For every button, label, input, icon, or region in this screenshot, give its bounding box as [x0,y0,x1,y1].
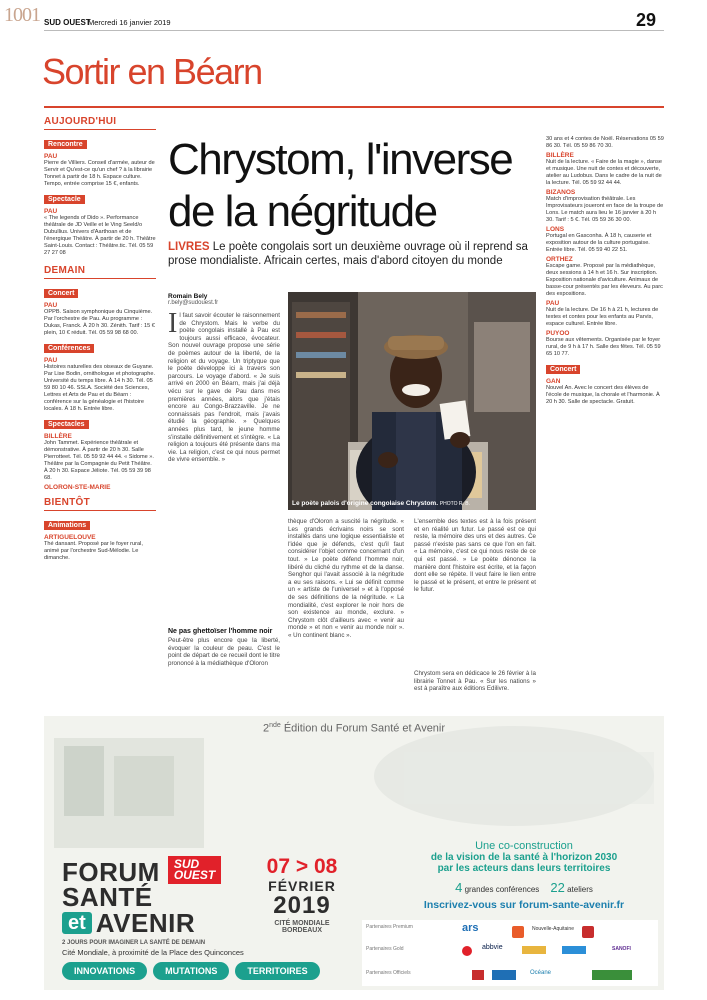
logo-sanofi: SANOFI [612,946,631,952]
city-label: PAU [44,357,58,364]
partners-officials-label: Partenaires Officiels [366,970,411,976]
page-number: 29 [636,10,657,30]
byline-email: r.bely@sudouest.fr [168,300,219,306]
masthead-rule [44,30,664,31]
city-label: PAU [546,300,560,307]
event-text: Nouvel An. Avec le concert des élèves de l'école de musique, la chorale et l'harmonie. À 20 h 30. Salle de spectacle. Gratuit. [546,385,660,405]
logo-forum: FORUM [62,857,160,887]
body-text: I l faut savoir écouter le raisonnement de Chrystom. Mais le verbe du poète congolais installé à Pau est toujours aussi efficace, évocateur. Son nouvel ouvrage propose une série de poèmes autour de la liberté, de la religion et du voyage. Un triptyque que le poète développe ici à travers son parcours. Le voyage d'abord. « Je suis arrivé en 2000 en Béarn, mais j'ai déjà vécu sur le gave de Pau dans mes premières années, alors que j'étais encore au Congo-Brazzaville. Je ne connaissais pas l'endroit, mais j'avais étudié la géographie. » Quelques années plus tard, le jeune homme s'installe définitivement et s'intègre. « La religion a toujours été présente dans ma vie. La religion, c'est ce qui nous permet de vivre ensemble. » [168,312,280,464]
masthead-date: Mercredi 16 janvier 2019 [88,18,171,27]
category-spectacle: Spectacle [44,195,85,204]
pill-innovations[interactable]: INNOVATIONS [62,962,147,980]
byline-author: Romain Bely [168,293,208,300]
heading-demain: DEMAIN [44,265,86,276]
headline-line1: Chrystom, l'inverse [168,135,513,184]
category-rencontre: Rencontre [44,140,87,149]
event-text: Match d'improvisation théâtrale. Les Improvisateurs joueront en face de la troupe de Lons. Le match aura lieu le 16 janvier à 20 h 30. Tarif : 5 €. Tél. 05 59 36 30 00. [546,196,664,223]
category-conferences: Conférences [44,344,94,353]
event-text: Histoires naturelles des oiseaux de Guyane. Par Lise Bodin, ornithologue et photographe. Université du temps libre. À 14 h 30. Tél. 05 59 80 10 46. SSLA. Société des Sciences, Lettres et Arts de Pau et du Béarn : conférence sur la généalogie et l'histoire locales. À 18 h. Entrée libre. [44,364,156,412]
conf-count: 4 [455,880,463,895]
ad-pills [62,962,320,980]
partner-logo-icon [522,946,546,954]
body-text: L'ensemble des textes est à la fois présent et en réalité un futur. Le passé est ce qui reste, la mémoire des uns et des autres. Ce passé n'existe pas sans ce que l'on en fait. « La mémoire, c'est ce qui nous reste de ce qui est passé. » Le poète dénonce la manière dont l'histoire est écrite, et la façon dont elle se répète. Il veut faire le lien entre le passé et le présent, et entre le présent et le futur. [414,518,536,594]
section-title: Sortir en Béarn [42,51,262,92]
drop-cap: I [168,312,178,339]
forum-logo [62,856,262,946]
city-label: ORTHEZ [546,256,573,263]
logo-abbvie: abbvie [482,944,503,951]
event-text: Bourse aux vêtements. Organisée par le foyer rural, de 9 h à 17 h. Salle des fêtes. Tél. 05 59 65 10 77. [546,337,661,357]
ad-location: Cité Mondiale, à proximité de la Place des Quinconces [62,948,244,957]
event-text: Escape game. Proposé par la médiathèque, deux sessions à 14 h et 16 h. Sur inscription. Exposition nationale d'aviculture. Animaux de basse-cour présentés par les éleveurs. Au parc des expositions. [546,263,663,297]
city-label: ARTIGUELOUVE [44,534,96,541]
logo-avenir: AVENIR [95,908,196,938]
byline [168,293,278,306]
heading-rule [44,129,156,130]
heading-today: AUJOURD'HUI [44,116,117,127]
heading-rule [44,278,156,279]
logo-ars: ars [462,922,479,934]
partner-logo-icon [512,926,524,938]
event-text: Nuit de la lecture. « Faire de la magie », danse et musique. Une nuit de contes et découverte, atelier au Ludobus. Dans le cadre de la nuit de la lecture. Tél. 05 59 92 44 44. [546,159,662,186]
atelier-count: 22 [550,880,565,895]
event-text: Thé dansant. Proposé par le foyer rural, animé par l'orchestre Sud-Mélodie. Le dimanche. [44,541,143,561]
masthead-paper: SUD OUEST [44,18,91,27]
category-animations: Animations [44,521,90,530]
corner-logo: 1001 [4,4,40,26]
logo-sante: SANTÉ [62,882,153,912]
city-label: LONS [546,226,565,233]
event-text: Pierre de Villiers. Conseil d'armée, auteur de Servir et Qu'est-ce qu'un chef ? à la librairie Tonnet à partir de 18 h. Espace culture. Tempo, entrée comprise 15 €, enfants. [44,160,155,187]
photo-chrystom [288,292,536,510]
article-col1 [168,312,280,667]
ad-edition: 2nde Édition du Forum Santé et Avenir [262,722,446,735]
partners-block [362,920,658,986]
partner-logo-icon [592,970,632,980]
article-col2: thèque d'Oloron a suscité la négritude. « Les grands écrivains noirs se sont installés dans une logique essentialiste et l'idée que je défends, c'est qu'il faut considérer l'objet comme concernant d'un tout. » Le poète défend l'homme noir, libéré du cliché du rythme et de la danse. Senghor qui l'avait associé à la négritude a eu ses raisons. « Lui se définit comme un « artiste de l'universel » et à l'opposé de ses définitions de la négritude. « La mondialité, c'est explorer le noir hors de son existence au monde, exclure. » Chrystom clôt d'ailleurs avec « venir au monde » et non « venir au monde noir ». « Un continent blanc ». [288,518,404,639]
subhead: Ne pas ghettoïser l'homme noir [168,628,273,635]
pill-territoires[interactable]: TERRITOIRES [235,962,319,980]
partners-premium-label: Partenaires Premium [366,924,413,930]
logo-region: Nouvelle-Aquitaine [532,926,574,932]
category-concert: Concert [44,289,78,298]
body-text: Peut-être plus encore que la liberté, évoquer la couleur de peau. C'est le point de départ de ce recueil dont le titre prononcé à la médiathèque d'Oloron [168,637,280,667]
category-spectacles: Spectacles [44,420,89,429]
city-label: BILLÈRE [44,433,72,440]
photo-caption: Le poète palois d'origine congolaise Chrystom. PHOTO R. B. [292,500,471,507]
partner-logo-icon [492,970,516,980]
event-text: 30 ans et 4 contes de Noël. Réservations 05 59 86 30. Tél. 05 59 86 70 30. [546,136,664,149]
partners-gold-label: Partenaires Gold [366,946,404,952]
pill-mutations[interactable]: MUTATIONS [153,962,229,980]
standfirst-text: Le poète congolais sort un deuxième ouvrage où il reprend sa prose mondialiste. Africain certes, mais d'abord citoyen du monde [168,241,528,267]
article-footnote: Chrystom sera en dédicace le 26 février à la librairie Tonnet à Pau. « Sur les nations » est à paraître aux éditions Edilivre. [414,670,536,693]
kicker: LIVRES [168,241,210,253]
partner-logo-icon [582,926,594,938]
logo-oceane: Océane [530,970,552,976]
agenda-right-column [546,136,664,406]
city-label: PAU [44,302,58,309]
logo-badge: SUD OUEST [168,856,221,884]
partner-logo-icon [462,946,472,956]
partner-logo-icon [472,970,484,980]
article-photo [288,292,536,510]
city-label: GAN [546,378,561,385]
section-rule [44,106,664,108]
signup-link[interactable]: Inscrivez-vous sur forum-sante-avenir.fr [423,899,625,911]
event-text: Portugal en Gasconha. À 18 h, causerie et exposition autour de la culture portugaise. Entrée libre. Tél. 05 59 40 22 51. [546,233,652,253]
logo-et: et [62,912,92,934]
category-concert: Concert [546,365,580,374]
partner-logo-icon [562,946,586,954]
city-label: PAU [44,153,58,160]
ad-tagline: 2 JOURS POUR IMAGINER LA SANTÉ DE DEMAIN [62,940,206,946]
article-col3 [414,518,536,704]
ad-coconstruction: Une co-construction de la vision de la santé à l'horizon 2030 par les acteurs dans leurs territoires 4 grandes conférences 22 ateliers [430,840,618,895]
city-label: BILLÈRE [546,152,574,159]
event-text: John Tammet. Expérience théâtrale et démonstrative. À partir de 20 h 30. Salle Pierrotteet. Tél. 05 59 92 44 44. « Sidome ». Théâtre par la Compagnie du Petit Théâtre. À 20 h 30. Espace Jéliote. Tél. 05 59 39 98 68. [44,440,154,481]
heading-bientot: BIENTÔT [44,497,90,508]
forum-ad[interactable] [44,716,664,990]
city-label: PUYOO [546,330,570,337]
agenda-left-column [44,116,156,562]
city-label: OLORON-STE-MARIE [44,484,111,491]
city-label: BIZANOS [546,189,576,196]
city-label: PAU [44,208,58,215]
event-text: Nuit de la lecture. De 16 h à 21 h, lectures de textes et contes pour les enfants au Parvis, espace culturel. Entrée libre. [546,307,659,327]
standfirst [168,240,538,268]
headline-line2: de la négritude [168,187,437,236]
heading-rule [44,510,156,511]
event-text: « The legends of Dido ». Performance théâtrale de JD Veille et le Ving Seeld/o Dubullius. Univers d'Aarthoan et de l'énergique Théâtre. À partir de 20 h. Théâtre Saint-Louis. Contact : Théâtre.tic. Tél. 05 59 27 27 08 [44,215,156,256]
ad-dates: 07 > 08 FÉVRIER 2019 CITÉ MONDIALE BORDEAUX [266,855,338,934]
event-text: OPPB. Saison symphonique du Cinquième. Par l'orchestre de Pau. Au programme : Dukas, Franck. À 20 h 30. Zénith. Tarif : 15 € plein, 10 € réduit. Tél. 05 59 98 68 00. [44,309,155,336]
